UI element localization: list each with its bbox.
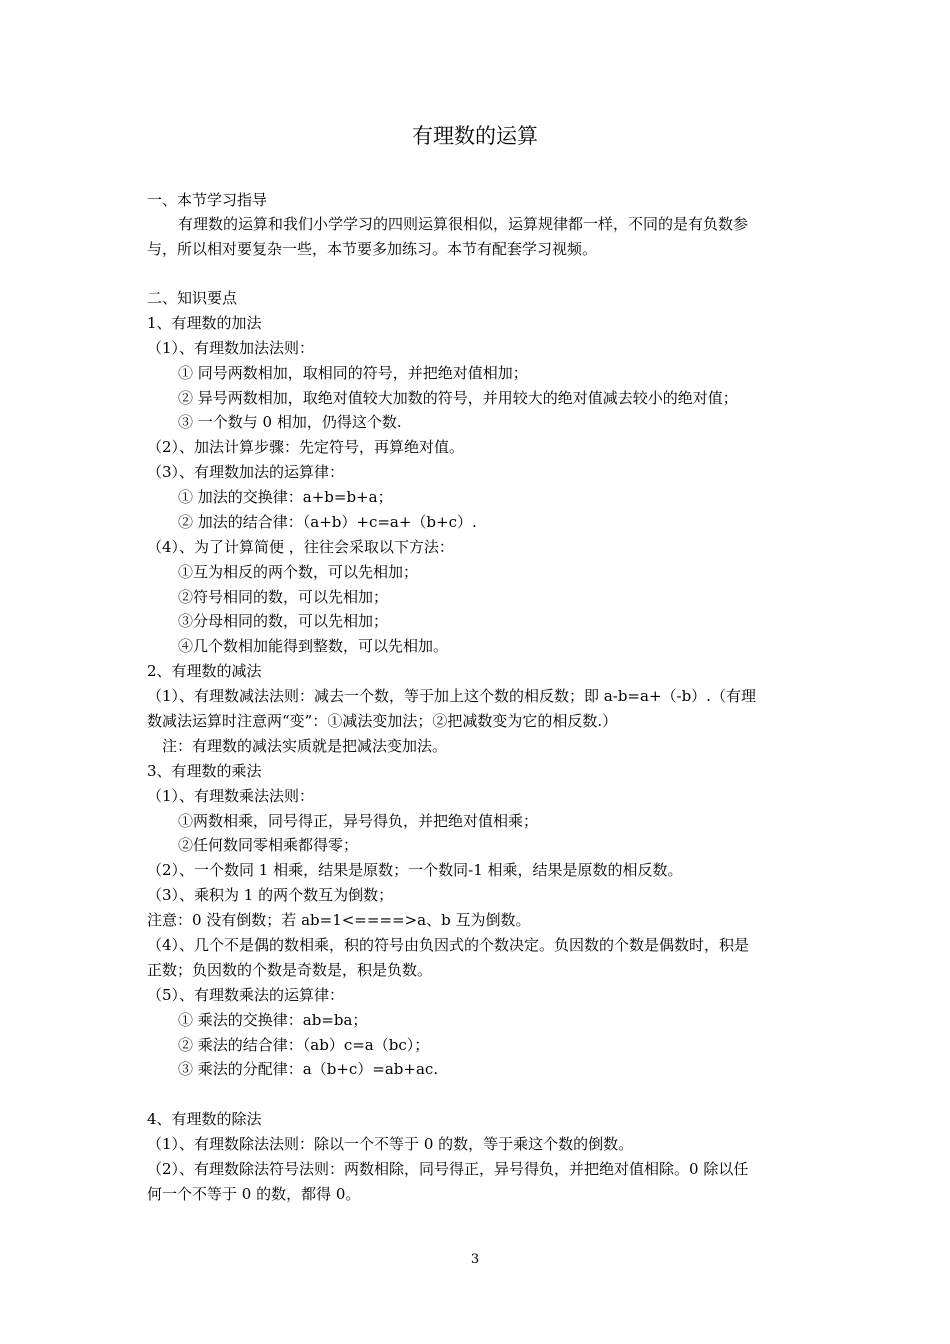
text-line: 有理数的运算和我们小学学习的四则运算很相似，运算规律都一样，不同的是有负数参 (178, 215, 749, 233)
text-line: ② 异号两数相加，取绝对值较大加数的符号，并用较大的绝对值减去较小的绝对值； (178, 389, 738, 407)
text-line: ④几个数相加能得到整数，可以先相加。 (178, 637, 449, 655)
text-line: ①互为相反的两个数，可以先相加； (178, 563, 419, 581)
text-line: 正数；负因数的个数是奇数是，积是负数。 (147, 961, 433, 979)
text-line: （1）、有理数加法法则： (147, 339, 315, 357)
text-line: ② 加法的结合律：（a+b）+c=a+（b+c）. (178, 513, 477, 531)
text-line: ③分母相同的数，可以先相加； (178, 612, 389, 630)
text-line: 一、本节学习指导 (147, 191, 268, 209)
text-line: （3）、乘积为 1 的两个数互为倒数； (147, 886, 394, 904)
text-line: （5）、有理数乘法的运算律： (147, 986, 345, 1004)
text-line: （1）、有理数除法法则：除以一个不等于 0 的数，等于乘这个数的倒数。 (147, 1135, 634, 1153)
text-line: 注：有理数的减法实质就是把减法变加法。 (162, 737, 448, 755)
text-line: 数减法运算时注意两“变”：①减法变加法；②把减数变为它的相反数.） (147, 712, 618, 730)
text-line: 二、知识要点 (147, 289, 238, 307)
text-line: （1）、有理数减法法则：减去一个数，等于加上这个数的相反数；即 a-b=a+（-b）.（有理 (147, 687, 756, 705)
text-line: ① 同号两数相加，取相同的符号，并把绝对值相加； (178, 364, 528, 382)
text-line: 2、有理数的减法 (147, 662, 262, 680)
page-title: 有理数的运算 (412, 124, 538, 148)
text-line: （2）、一个数同 1 相乘，结果是原数；一个数同-1 相乘，结果是原数的相反数。 (147, 861, 683, 879)
text-line: （2）、有理数除法符号法则：两数相除，同号得正，异号得负，并把绝对值相除。0 除以任 (147, 1160, 749, 1178)
text-line: ③ 一个数与 0 相加，仍得这个数. (178, 413, 402, 431)
text-line: ① 乘法的交换律：ab=ba； (178, 1011, 368, 1029)
text-line: 1、有理数的加法 (147, 314, 262, 332)
text-line: 3、有理数的乘法 (147, 762, 262, 780)
text-line: （4）、几个不是偶的数相乘，积的符号由负因式的个数决定。负因数的个数是偶数时，积是 (147, 936, 750, 954)
text-line: ②任何数同零相乘都得零； (178, 836, 359, 854)
text-line: ①两数相乘，同号得正，异号得负，并把绝对值相乘； (178, 812, 539, 830)
text-line: 与，所以相对要复杂一些，本节要多加练习。本节有配套学习视频。 (147, 240, 598, 258)
text-line: ②符号相同的数，可以先相加； (178, 588, 389, 606)
text-line: ② 乘法的结合律：（ab）c=a（bc）； (178, 1036, 430, 1054)
text-line: ① 加法的交换律：a+b=b+a； (178, 488, 393, 506)
text-line: 4、有理数的除法 (147, 1110, 262, 1128)
text-line: ③ 乘法的分配律：a（b+c）=ab+ac. (178, 1060, 439, 1078)
text-line: （1）、有理数乘法法则： (147, 787, 315, 805)
text-line: 注意：0 没有倒数；若 ab=1<====>a、b 互为倒数。 (147, 911, 531, 929)
text-line: （3）、有理数加法的运算律： (147, 463, 345, 481)
text-line: （2）、加法计算步骤：先定符号，再算绝对值。 (147, 438, 465, 456)
page-number: 3 (470, 1252, 480, 1267)
text-line: 何一个不等于 0 的数，都得 0。 (147, 1185, 361, 1203)
text-line: （4）、为了计算简便 ，往往会采取以下方法： (147, 538, 454, 556)
